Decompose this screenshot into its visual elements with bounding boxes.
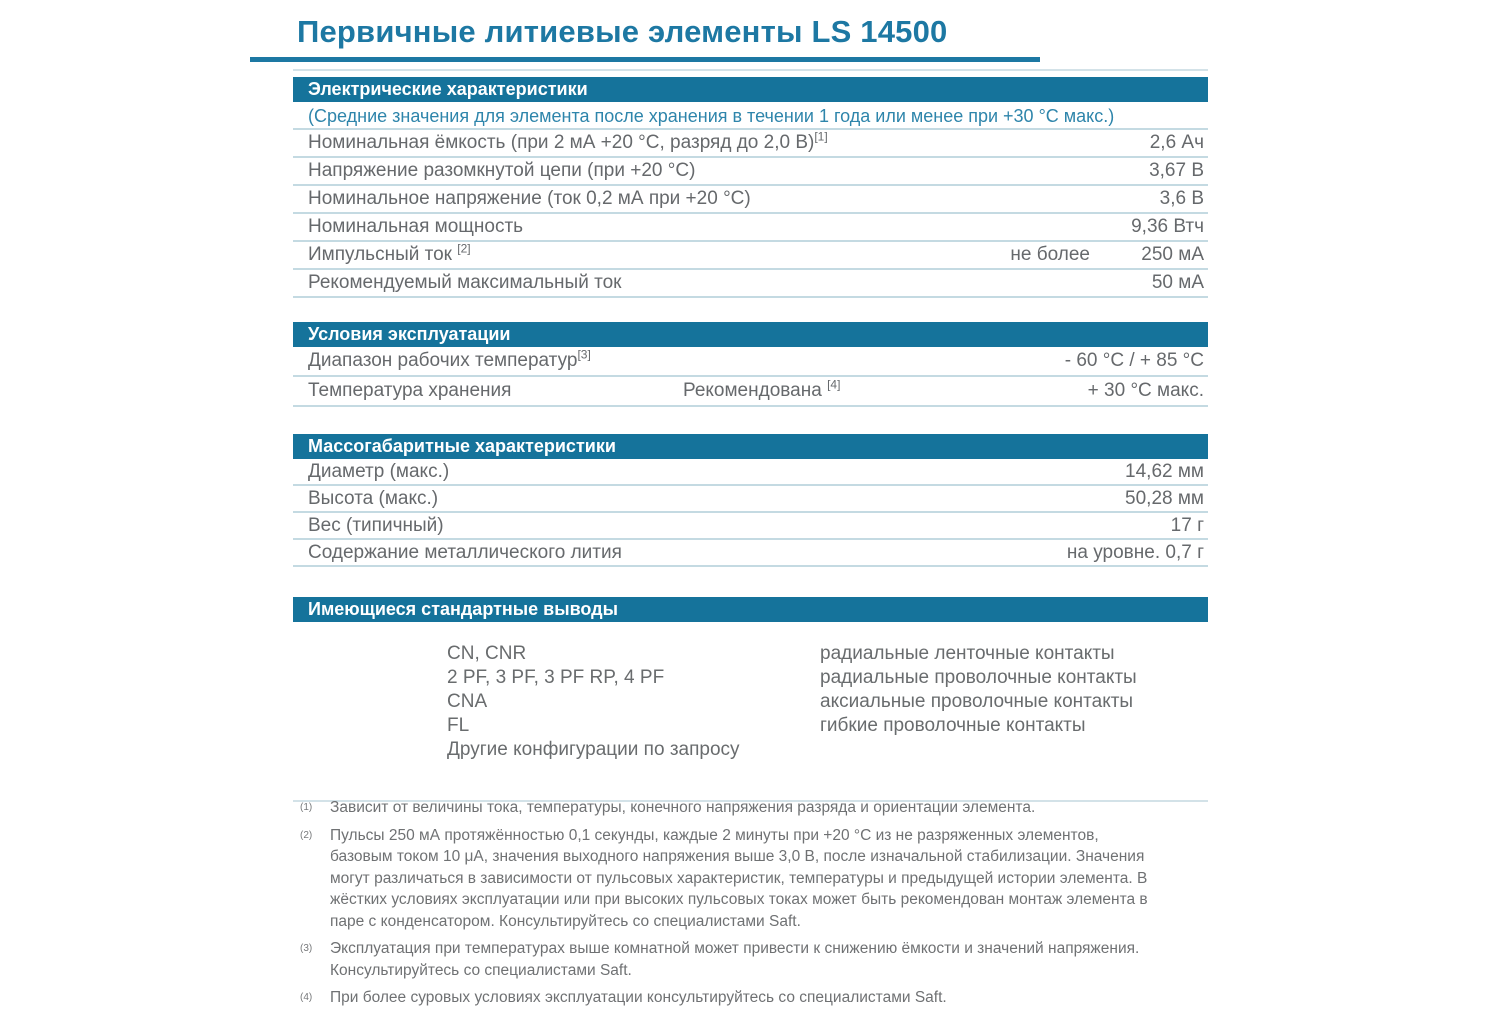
spec-row-nominal-energy [293, 214, 1208, 242]
section-header-label: Массогабаритные характеристики [308, 436, 616, 456]
section-header-operating [293, 322, 1208, 347]
spec-label: Номинальная ёмкость (при 2 мА +20 °C, разряд до 2,0 В)[1] [308, 129, 828, 153]
section-physical [293, 434, 1208, 567]
footnote-ref: [2] [457, 241, 471, 256]
footnote-2 [300, 825, 1156, 933]
footnote-marker: (4) [300, 992, 313, 1003]
spec-row-lithium-content [293, 540, 1208, 567]
footnote-text: Зависит от величины тока, температуры, конечного напряжения разряда и ориентации элемента. [330, 799, 1036, 816]
spec-label: Вес (типичный) [308, 514, 444, 536]
footnote-marker: (2) [300, 829, 313, 841]
spec-row-weight [293, 513, 1208, 540]
spec-label: Высота (макс.) [308, 487, 439, 509]
section-operating [293, 322, 1208, 407]
section-header-label: Условия эксплуатации [308, 324, 511, 344]
footnote-4 [300, 987, 1156, 1009]
terminations-table [293, 642, 1208, 784]
section-header-terminations [293, 597, 1208, 622]
termination-descriptions [820, 642, 1137, 738]
section-header-label: Имеющиеся стандартные выводы [308, 599, 618, 619]
spec-label: Диаметр (макс.) [308, 460, 450, 482]
spec-row-max-recommended-current [293, 270, 1208, 298]
section-subtitle: (Средние значения для элемента после хранения в течении 1 года или менее при +30 °C макс.) [293, 102, 1208, 130]
spec-label: Импульсный ток [2] [308, 241, 471, 265]
spec-row-storage-temperature [293, 377, 1208, 407]
spec-value: на уровне. 0,7 г [1066, 541, 1204, 563]
section-header-electrical [293, 77, 1208, 102]
section-header-physical [293, 434, 1208, 459]
spec-label: Номинальная мощность [308, 216, 524, 237]
spec-row-temperature-range [293, 347, 1208, 377]
termination-code: CNA [447, 691, 488, 712]
footnote-3 [300, 938, 1156, 981]
termination-code: 2 PF, 3 PF, 3 PF RP, 4 PF [447, 667, 665, 688]
footnote-ref: [4] [827, 377, 841, 392]
spec-row-open-circuit-voltage [293, 158, 1208, 186]
title-underline [250, 57, 1040, 62]
termination-description: гибкие проволочные контакты [820, 715, 1086, 736]
spec-value: + 30 °C макс. [1087, 380, 1204, 401]
footnote-marker: (1) [300, 802, 313, 813]
spec-value: 17 г [1170, 514, 1204, 536]
footnote-ref: [3] [577, 347, 591, 362]
footnote-text: Эксплуатация при температурах выше комнатной может привести к снижению ёмкости и значений напряжения. Консультируйтесь со специалистами Saft. [330, 940, 1140, 979]
termination-codes [447, 642, 740, 762]
spec-value: 9,36 Втч [1131, 216, 1204, 237]
footnotes [300, 797, 1156, 1015]
footnote-ref: [1] [814, 129, 828, 144]
spec-value: 3,67 В [1149, 160, 1204, 181]
spec-value: - 60 °C / + 85 °C [1064, 350, 1204, 371]
footnote-1 [300, 797, 1156, 819]
spec-value: 250 мА [1141, 244, 1204, 265]
termination-code: CN, CNR [447, 643, 527, 664]
spec-label: Диапазон рабочих температур[3] [308, 347, 591, 371]
page-title: Первичные литиевые элементы LS 14500 [297, 14, 948, 49]
section-topline [293, 69, 1208, 71]
spec-row-nominal-voltage [293, 186, 1208, 214]
termination-code: Другие конфигурации по запросу [447, 739, 740, 760]
spec-qualifier: не более [1010, 244, 1090, 265]
spec-label: Напряжение разомкнутой цепи (при +20 °C) [308, 160, 696, 181]
spec-value: 3,6 В [1159, 188, 1204, 209]
termination-description: радиальные проволочные контакты [820, 667, 1137, 688]
footnote-marker: (3) [300, 943, 313, 954]
spec-label: Номинальное напряжение (ток 0,2 мА при +20 °C) [308, 188, 751, 209]
section-header-label: Электрические характеристики [308, 79, 588, 99]
spec-value: 50,28 мм [1125, 487, 1204, 509]
section-electrical [293, 69, 1208, 298]
footnote-text: Пульсы 250 мА протяжённостью 0,1 секунды, каждые 2 минуты при +20 °C из не разряженных элементов, базовым током 10 μА, значения выходного напряжения выше 3,0 В, после изначальной стабилизации. Значения могут различаться в зависимости от пульсовых характеристик, температуры и предыдущей истории элемента. В жёстких условиях эксплуатации или при высоких пульсовых токах может быть рекомендован монтаж элемента в паре с конденсатором. Консультируйтесь со специалистами Saft. [330, 826, 1148, 930]
termination-code: FL [447, 715, 470, 736]
spec-label: Температура хранения [308, 380, 512, 401]
termination-description: аксиальные проволочные контакты [820, 691, 1134, 712]
section-terminations [293, 597, 1208, 802]
spec-value: 2,6 Ач [1149, 132, 1204, 153]
spec-row-diameter [293, 459, 1208, 486]
spec-value: 14,62 мм [1125, 460, 1204, 482]
spec-row-capacity [293, 130, 1208, 158]
spec-row-height [293, 486, 1208, 513]
spec-label: Рекомендуемый максимальный ток [308, 272, 622, 293]
termination-description: радиальные ленточные контакты [820, 643, 1115, 664]
spec-row-pulse-current [293, 242, 1208, 270]
spec-value: 50 мА [1151, 272, 1204, 293]
spec-label: Содержание металлического лития [308, 541, 622, 563]
spec-qualifier: Рекомендована [4] [683, 377, 841, 401]
footnote-text: При более суровых условиях эксплуатации консультируйтесь со специалистами Saft. [330, 989, 947, 1006]
